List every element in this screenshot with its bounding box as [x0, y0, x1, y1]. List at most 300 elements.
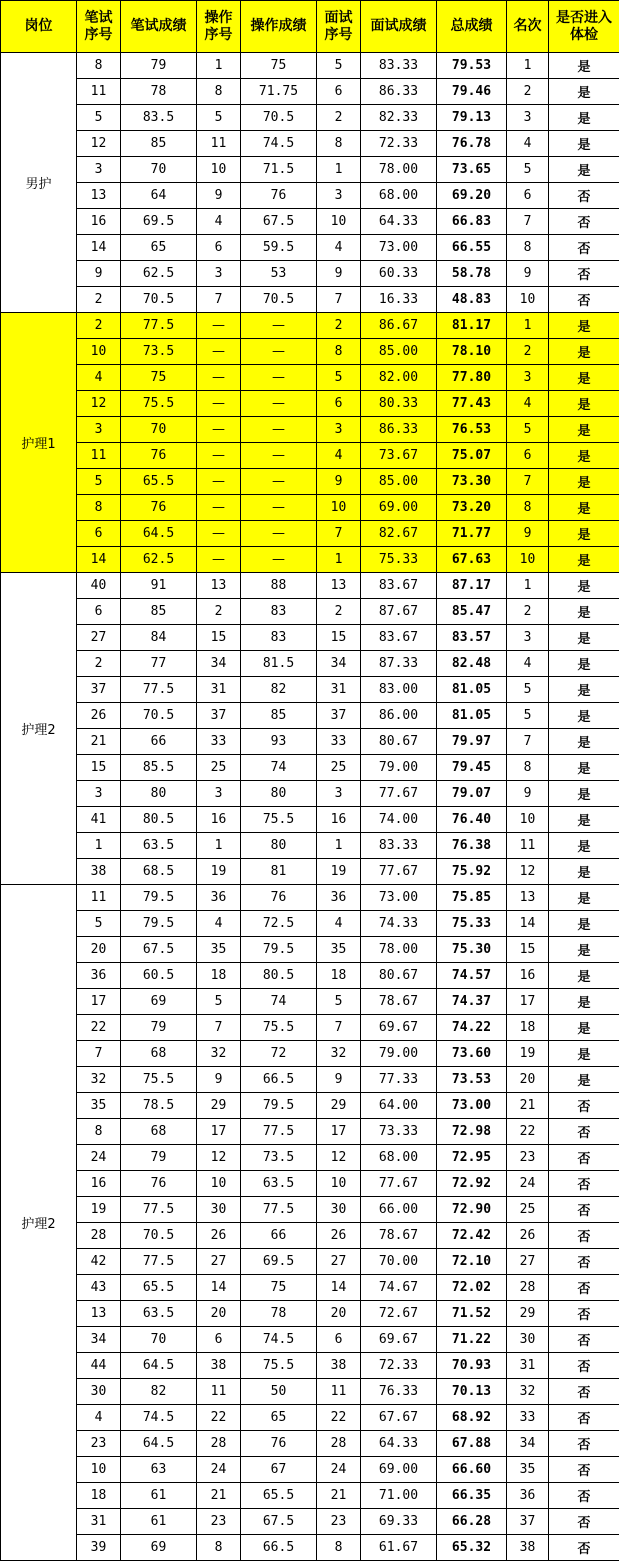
written-score-cell: 65 [121, 235, 197, 261]
interview-score-cell: 86.33 [361, 79, 437, 105]
written-no-cell: 32 [77, 1067, 121, 1093]
interview-score-cell: 77.67 [361, 781, 437, 807]
practical-no-cell: 13 [197, 573, 241, 599]
interview-score-cell: 69.67 [361, 1015, 437, 1041]
exam-flag-cell: 是 [549, 885, 619, 911]
interview-score-cell: 16.33 [361, 287, 437, 313]
exam-flag-cell: 是 [549, 807, 619, 833]
practical-no-cell: 2 [197, 599, 241, 625]
written-score-cell: 79.5 [121, 911, 197, 937]
rank-cell: 10 [507, 547, 549, 573]
total-score-cell: 73.20 [437, 495, 507, 521]
total-score-cell: 69.20 [437, 183, 507, 209]
interview-no-cell: 2 [317, 105, 361, 131]
written-score-cell: 70 [121, 1327, 197, 1353]
practical-score-cell: — [241, 469, 317, 495]
practical-no-cell: 10 [197, 157, 241, 183]
rank-cell: 31 [507, 1353, 549, 1379]
interview-score-cell: 70.00 [361, 1249, 437, 1275]
rank-cell: 1 [507, 573, 549, 599]
written-score-cell: 69 [121, 1535, 197, 1561]
practical-no-cell: 33 [197, 729, 241, 755]
rank-cell: 38 [507, 1535, 549, 1561]
post-cell: 护理2 [1, 885, 77, 1561]
practical-score-cell: 66.5 [241, 1067, 317, 1093]
table-row [1, 1171, 619, 1197]
table-row [1, 469, 619, 495]
interview-score-cell: 71.00 [361, 1483, 437, 1509]
total-score-cell: 71.52 [437, 1301, 507, 1327]
practical-no-cell: 14 [197, 1275, 241, 1301]
written-no-cell: 15 [77, 755, 121, 781]
written-score-cell: 61 [121, 1509, 197, 1535]
practical-score-cell: 85 [241, 703, 317, 729]
total-score-cell: 76.38 [437, 833, 507, 859]
table-row [1, 1509, 619, 1535]
exam-flag-cell: 是 [549, 79, 619, 105]
practical-no-cell: 18 [197, 963, 241, 989]
written-score-cell: 64 [121, 183, 197, 209]
total-score-cell: 66.55 [437, 235, 507, 261]
rank-cell: 12 [507, 859, 549, 885]
interview-score-cell: 83.00 [361, 677, 437, 703]
practical-score-cell: 50 [241, 1379, 317, 1405]
rank-cell: 4 [507, 131, 549, 157]
practical-score-cell: 76 [241, 885, 317, 911]
total-score-cell: 73.00 [437, 1093, 507, 1119]
interview-no-cell: 17 [317, 1119, 361, 1145]
exam-flag-cell: 是 [549, 1067, 619, 1093]
header-written-score-label: 笔试成绩 [130, 18, 187, 34]
written-score-cell: 73.5 [121, 339, 197, 365]
exam-flag-cell: 否 [549, 1509, 619, 1535]
interview-score-cell: 69.00 [361, 495, 437, 521]
exam-flag-cell: 是 [549, 937, 619, 963]
practical-no-cell: 35 [197, 937, 241, 963]
practical-score-cell: 71.75 [241, 79, 317, 105]
written-no-cell: 35 [77, 1093, 121, 1119]
written-no-cell: 6 [77, 599, 121, 625]
interview-no-cell: 38 [317, 1353, 361, 1379]
written-score-cell: 82 [121, 1379, 197, 1405]
practical-score-cell: 75.5 [241, 1353, 317, 1379]
practical-score-cell: 66 [241, 1223, 317, 1249]
total-score-cell: 73.53 [437, 1067, 507, 1093]
practical-score-cell: 73.5 [241, 1145, 317, 1171]
written-score-cell: 85.5 [121, 755, 197, 781]
written-no-cell: 8 [77, 53, 121, 79]
total-score-cell: 81.05 [437, 703, 507, 729]
interview-no-cell: 6 [317, 79, 361, 105]
practical-score-cell: — [241, 417, 317, 443]
practical-no-cell: 12 [197, 1145, 241, 1171]
written-score-cell: 67.5 [121, 937, 197, 963]
rank-cell: 22 [507, 1119, 549, 1145]
written-score-cell: 60.5 [121, 963, 197, 989]
exam-flag-cell: 是 [549, 521, 619, 547]
practical-no-cell: 1 [197, 53, 241, 79]
interview-score-cell: 73.00 [361, 235, 437, 261]
practical-score-cell: 67.5 [241, 1509, 317, 1535]
table-row [1, 677, 619, 703]
total-score-cell: 73.65 [437, 157, 507, 183]
table-row [1, 703, 619, 729]
practical-score-cell: 77.5 [241, 1119, 317, 1145]
rank-cell: 13 [507, 885, 549, 911]
written-score-cell: 61 [121, 1483, 197, 1509]
practical-score-cell: 63.5 [241, 1171, 317, 1197]
practical-no-cell: 3 [197, 261, 241, 287]
post-cell: 男护 [1, 53, 77, 313]
rank-cell: 32 [507, 1379, 549, 1405]
interview-no-cell: 8 [317, 1535, 361, 1561]
interview-score-cell: 85.00 [361, 469, 437, 495]
interview-score-cell: 80.67 [361, 963, 437, 989]
table-row [1, 1327, 619, 1353]
interview-no-cell: 2 [317, 313, 361, 339]
exam-flag-cell: 否 [549, 183, 619, 209]
exam-flag-cell: 否 [549, 235, 619, 261]
practical-score-cell: 67 [241, 1457, 317, 1483]
written-no-cell: 24 [77, 1145, 121, 1171]
practical-no-cell: 34 [197, 651, 241, 677]
written-score-cell: 70 [121, 417, 197, 443]
total-score-cell: 81.17 [437, 313, 507, 339]
total-score-cell: 65.32 [437, 1535, 507, 1561]
interview-score-cell: 86.00 [361, 703, 437, 729]
total-score-cell: 68.92 [437, 1405, 507, 1431]
table-row [1, 1275, 619, 1301]
written-score-cell: 91 [121, 573, 197, 599]
practical-score-cell: 82 [241, 677, 317, 703]
table-row [1, 755, 619, 781]
interview-no-cell: 36 [317, 885, 361, 911]
exam-flag-cell: 是 [549, 313, 619, 339]
written-no-cell: 12 [77, 391, 121, 417]
interview-no-cell: 8 [317, 339, 361, 365]
table-row [1, 157, 619, 183]
interview-no-cell: 12 [317, 1145, 361, 1171]
practical-no-cell: — [197, 365, 241, 391]
written-no-cell: 1 [77, 833, 121, 859]
practical-no-cell: 5 [197, 105, 241, 131]
rank-cell: 27 [507, 1249, 549, 1275]
interview-score-cell: 64.33 [361, 209, 437, 235]
rank-cell: 8 [507, 235, 549, 261]
practical-no-cell: 28 [197, 1431, 241, 1457]
practical-no-cell: — [197, 495, 241, 521]
written-score-cell: 76 [121, 443, 197, 469]
interview-score-cell: 60.33 [361, 261, 437, 287]
written-no-cell: 2 [77, 651, 121, 677]
practical-no-cell: — [197, 391, 241, 417]
practical-score-cell: 93 [241, 729, 317, 755]
total-score-cell: 79.13 [437, 105, 507, 131]
written-no-cell: 39 [77, 1535, 121, 1561]
interview-score-cell: 72.33 [361, 131, 437, 157]
practical-score-cell: 83 [241, 599, 317, 625]
practical-score-cell: 59.5 [241, 235, 317, 261]
written-no-cell: 17 [77, 989, 121, 1015]
practical-score-cell: 72 [241, 1041, 317, 1067]
post-cell: 护理2 [1, 573, 77, 885]
practical-no-cell: 8 [197, 79, 241, 105]
rank-cell: 5 [507, 157, 549, 183]
table-row [1, 729, 619, 755]
exam-flag-cell: 是 [549, 599, 619, 625]
rank-cell: 15 [507, 937, 549, 963]
interview-score-cell: 64.00 [361, 1093, 437, 1119]
rank-cell: 4 [507, 391, 549, 417]
written-score-cell: 77.5 [121, 313, 197, 339]
header-interview-score-label: 面试成绩 [370, 18, 427, 34]
practical-no-cell: — [197, 417, 241, 443]
table-row [1, 339, 619, 365]
practical-score-cell: 65.5 [241, 1483, 317, 1509]
rank-cell: 7 [507, 729, 549, 755]
table-row [1, 1249, 619, 1275]
written-no-cell: 40 [77, 573, 121, 599]
written-no-cell: 12 [77, 131, 121, 157]
header-total-score-label: 总成绩 [450, 18, 493, 34]
exam-flag-cell: 是 [549, 53, 619, 79]
total-score-cell: 85.47 [437, 599, 507, 625]
interview-no-cell: 28 [317, 1431, 361, 1457]
practical-score-cell: 66.5 [241, 1535, 317, 1561]
interview-no-cell: 29 [317, 1093, 361, 1119]
table-row [1, 1067, 619, 1093]
exam-flag-cell: 否 [549, 1457, 619, 1483]
practical-score-cell: 80 [241, 781, 317, 807]
exam-flag-cell: 是 [549, 131, 619, 157]
practical-no-cell: 22 [197, 1405, 241, 1431]
exam-flag-cell: 否 [549, 1145, 619, 1171]
table-row [1, 79, 619, 105]
practical-no-cell: — [197, 443, 241, 469]
written-no-cell: 2 [77, 287, 121, 313]
interview-no-cell: 4 [317, 911, 361, 937]
written-no-cell: 28 [77, 1223, 121, 1249]
header-rank [507, 1, 549, 53]
written-score-cell: 69 [121, 989, 197, 1015]
interview-score-cell: 86.33 [361, 417, 437, 443]
rank-cell: 16 [507, 963, 549, 989]
written-score-cell: 76 [121, 1171, 197, 1197]
header-exam-flag-label: 是否进入 体检 [556, 9, 612, 43]
total-score-cell: 77.43 [437, 391, 507, 417]
written-score-cell: 77 [121, 651, 197, 677]
written-no-cell: 3 [77, 157, 121, 183]
practical-score-cell: 65 [241, 1405, 317, 1431]
exam-flag-cell: 是 [549, 573, 619, 599]
table-row [1, 547, 619, 573]
interview-no-cell: 1 [317, 157, 361, 183]
rank-cell: 30 [507, 1327, 549, 1353]
header-post [1, 1, 77, 53]
exam-flag-cell: 是 [549, 365, 619, 391]
written-no-cell: 11 [77, 443, 121, 469]
practical-score-cell: 69.5 [241, 1249, 317, 1275]
interview-no-cell: 31 [317, 677, 361, 703]
total-score-cell: 72.42 [437, 1223, 507, 1249]
total-score-cell: 75.92 [437, 859, 507, 885]
practical-score-cell: 78 [241, 1301, 317, 1327]
interview-no-cell: 37 [317, 703, 361, 729]
written-score-cell: 83.5 [121, 105, 197, 131]
rank-cell: 5 [507, 677, 549, 703]
exam-flag-cell: 是 [549, 391, 619, 417]
header-written-score [121, 1, 197, 53]
interview-no-cell: 7 [317, 287, 361, 313]
interview-no-cell: 33 [317, 729, 361, 755]
table-row [1, 963, 619, 989]
written-score-cell: 84 [121, 625, 197, 651]
exam-flag-cell: 是 [549, 729, 619, 755]
total-score-cell: 71.77 [437, 521, 507, 547]
written-score-cell: 76 [121, 495, 197, 521]
total-score-cell: 48.83 [437, 287, 507, 313]
table-row [1, 885, 619, 911]
exam-flag-cell: 是 [549, 339, 619, 365]
rank-cell: 2 [507, 339, 549, 365]
total-score-cell: 72.95 [437, 1145, 507, 1171]
rank-cell: 6 [507, 443, 549, 469]
exam-flag-cell: 否 [549, 1093, 619, 1119]
header-total-score [437, 1, 507, 53]
interview-score-cell: 73.33 [361, 1119, 437, 1145]
total-score-cell: 67.88 [437, 1431, 507, 1457]
exam-flag-cell: 是 [549, 417, 619, 443]
total-score-cell: 76.78 [437, 131, 507, 157]
interview-no-cell: 24 [317, 1457, 361, 1483]
written-no-cell: 37 [77, 677, 121, 703]
exam-flag-cell: 是 [549, 833, 619, 859]
rank-cell: 34 [507, 1431, 549, 1457]
written-score-cell: 62.5 [121, 261, 197, 287]
practical-no-cell: — [197, 313, 241, 339]
written-no-cell: 4 [77, 1405, 121, 1431]
practical-no-cell: 5 [197, 989, 241, 1015]
practical-score-cell: 74.5 [241, 1327, 317, 1353]
table-row [1, 781, 619, 807]
exam-flag-cell: 否 [549, 1379, 619, 1405]
table-row [1, 989, 619, 1015]
rank-cell: 2 [507, 599, 549, 625]
written-no-cell: 41 [77, 807, 121, 833]
interview-no-cell: 10 [317, 1171, 361, 1197]
table-row [1, 1197, 619, 1223]
total-score-cell: 74.57 [437, 963, 507, 989]
practical-score-cell: 75.5 [241, 807, 317, 833]
written-score-cell: 79 [121, 53, 197, 79]
table-row [1, 261, 619, 287]
header-rank-label: 名次 [513, 18, 542, 34]
practical-score-cell: 53 [241, 261, 317, 287]
header-written-no [77, 1, 121, 53]
total-score-cell: 72.90 [437, 1197, 507, 1223]
rank-cell: 28 [507, 1275, 549, 1301]
written-no-cell: 3 [77, 781, 121, 807]
exam-flag-cell: 否 [549, 287, 619, 313]
exam-flag-cell: 否 [549, 261, 619, 287]
header-post-label: 岗位 [24, 18, 53, 34]
written-score-cell: 85 [121, 131, 197, 157]
table-row [1, 209, 619, 235]
table-row [1, 313, 619, 339]
written-no-cell: 36 [77, 963, 121, 989]
interview-no-cell: 9 [317, 261, 361, 287]
table-row [1, 1093, 619, 1119]
exam-flag-cell: 否 [549, 1275, 619, 1301]
interview-score-cell: 75.33 [361, 547, 437, 573]
exam-flag-cell: 是 [549, 625, 619, 651]
practical-no-cell: 37 [197, 703, 241, 729]
interview-no-cell: 25 [317, 755, 361, 781]
written-score-cell: 68 [121, 1119, 197, 1145]
interview-score-cell: 82.00 [361, 365, 437, 391]
interview-score-cell: 66.00 [361, 1197, 437, 1223]
exam-flag-cell: 否 [549, 1119, 619, 1145]
total-score-cell: 79.53 [437, 53, 507, 79]
total-score-cell: 78.10 [437, 339, 507, 365]
practical-no-cell: 3 [197, 781, 241, 807]
written-score-cell: 70 [121, 157, 197, 183]
rank-cell: 21 [507, 1093, 549, 1119]
rank-cell: 3 [507, 365, 549, 391]
interview-score-cell: 85.00 [361, 339, 437, 365]
rank-cell: 10 [507, 807, 549, 833]
rank-cell: 3 [507, 105, 549, 131]
exam-flag-cell: 否 [549, 1249, 619, 1275]
practical-no-cell: — [197, 547, 241, 573]
exam-flag-cell: 否 [549, 1197, 619, 1223]
interview-score-cell: 78.67 [361, 989, 437, 1015]
rank-cell: 35 [507, 1457, 549, 1483]
written-no-cell: 30 [77, 1379, 121, 1405]
total-score-cell: 72.92 [437, 1171, 507, 1197]
practical-score-cell: 71.5 [241, 157, 317, 183]
table-row [1, 1457, 619, 1483]
total-score-cell: 79.45 [437, 755, 507, 781]
exam-flag-cell: 是 [549, 443, 619, 469]
interview-score-cell: 83.33 [361, 53, 437, 79]
rank-cell: 3 [507, 625, 549, 651]
header-interview-score [361, 1, 437, 53]
header-row [1, 1, 619, 53]
interview-no-cell: 5 [317, 989, 361, 1015]
header-interview-no [317, 1, 361, 53]
interview-score-cell: 83.67 [361, 573, 437, 599]
interview-score-cell: 61.67 [361, 1535, 437, 1561]
practical-no-cell: 4 [197, 911, 241, 937]
practical-score-cell: — [241, 391, 317, 417]
practical-no-cell: 21 [197, 1483, 241, 1509]
interview-no-cell: 3 [317, 781, 361, 807]
practical-no-cell: 9 [197, 1067, 241, 1093]
practical-no-cell: 25 [197, 755, 241, 781]
interview-score-cell: 72.67 [361, 1301, 437, 1327]
practical-score-cell: — [241, 365, 317, 391]
practical-score-cell: 74 [241, 989, 317, 1015]
total-score-cell: 72.98 [437, 1119, 507, 1145]
practical-score-cell: — [241, 443, 317, 469]
exam-flag-cell: 否 [549, 1483, 619, 1509]
written-no-cell: 7 [77, 1041, 121, 1067]
written-no-cell: 2 [77, 313, 121, 339]
table-row [1, 1041, 619, 1067]
written-no-cell: 8 [77, 1119, 121, 1145]
rank-cell: 36 [507, 1483, 549, 1509]
